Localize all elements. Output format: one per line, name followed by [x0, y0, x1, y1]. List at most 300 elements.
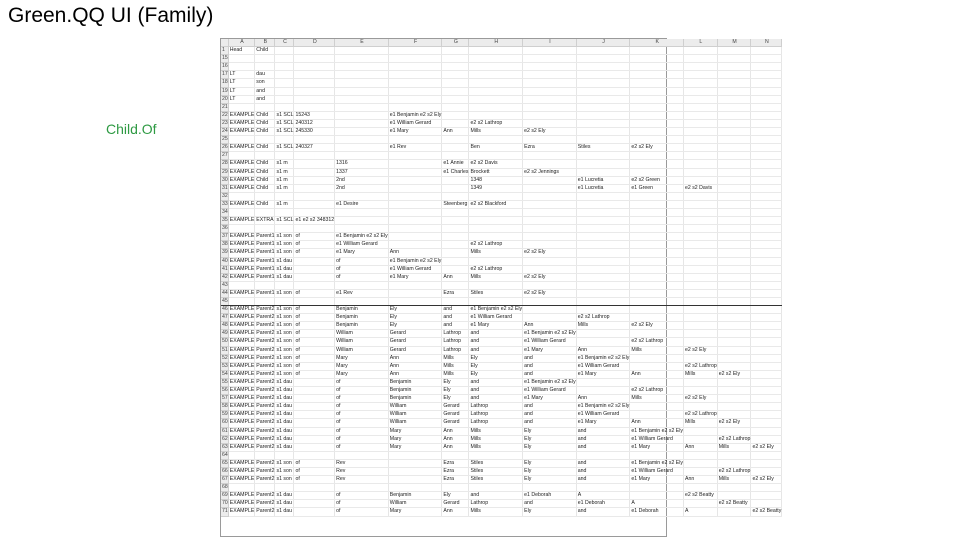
column-header-h[interactable]: H: [469, 39, 523, 47]
sheet-cell[interactable]: [442, 208, 469, 216]
sheet-cell[interactable]: Rev: [335, 476, 389, 484]
sheet-cell[interactable]: e1 Mary: [335, 249, 389, 257]
sheet-cell[interactable]: and: [469, 395, 523, 403]
sheet-cell[interactable]: [751, 419, 782, 427]
sheet-cell[interactable]: [576, 330, 630, 338]
row-number[interactable]: 64: [222, 451, 228, 458]
sheet-cell[interactable]: [751, 362, 782, 370]
sheet-cell[interactable]: e2 s2 Ely: [717, 370, 751, 378]
sheet-cell[interactable]: and: [255, 87, 275, 95]
row-number[interactable]: 16: [222, 63, 228, 70]
sheet-cell[interactable]: Ely: [523, 443, 577, 451]
sheet-cell[interactable]: Ely: [523, 508, 577, 516]
sheet-cell[interactable]: [630, 103, 684, 111]
sheet-cell[interactable]: Stiles: [469, 476, 523, 484]
sheet-cell[interactable]: [255, 225, 275, 233]
sheet-cell[interactable]: [717, 314, 751, 322]
sheet-cell[interactable]: e2 s2 Lathrop: [630, 338, 684, 346]
sheet-cell[interactable]: [717, 281, 751, 289]
sheet-cell[interactable]: [388, 160, 442, 168]
sheet-cell[interactable]: of: [294, 241, 335, 249]
sheet-cell[interactable]: [388, 233, 442, 241]
sheet-cell[interactable]: [255, 55, 275, 63]
sheet-cell[interactable]: [717, 257, 751, 265]
row-number[interactable]: 27: [222, 152, 228, 159]
sheet-cell[interactable]: Mills: [469, 508, 523, 516]
sheet-cell[interactable]: Lathrop: [442, 338, 469, 346]
sheet-cell[interactable]: [683, 306, 717, 314]
sheet-cell[interactable]: EXAMPLE: [229, 144, 255, 151]
sheet-cell[interactable]: [751, 338, 782, 346]
row-number[interactable]: 33: [222, 200, 228, 207]
sheet-cell[interactable]: Ann: [388, 370, 442, 378]
sheet-cell[interactable]: e2 s2 Ely: [751, 443, 782, 451]
sheet-cell[interactable]: e2 s2 Ely: [717, 419, 751, 427]
sheet-cell[interactable]: [523, 103, 577, 111]
sheet-cell[interactable]: of: [294, 289, 335, 297]
row-number[interactable]: 29: [222, 168, 228, 175]
sheet-cell[interactable]: [275, 87, 294, 95]
sheet-cell[interactable]: [523, 281, 577, 289]
sheet-cell[interactable]: [255, 484, 275, 492]
sheet-cell[interactable]: [576, 265, 630, 273]
sheet-cell[interactable]: s1 m: [275, 160, 294, 168]
sheet-cell[interactable]: [294, 176, 335, 184]
sheet-cell[interactable]: [469, 225, 523, 233]
sheet-cell[interactable]: [683, 289, 717, 297]
sheet-cell[interactable]: of: [335, 435, 389, 443]
sheet-cell[interactable]: and: [523, 370, 577, 378]
column-header-a[interactable]: A: [228, 39, 255, 47]
sheet-cell[interactable]: EXAMPLE: [229, 322, 255, 329]
sheet-cell[interactable]: s1 son: [275, 476, 294, 484]
sheet-cell[interactable]: s1 dau: [276, 500, 293, 507]
sheet-cell[interactable]: s1 son: [275, 459, 294, 467]
sheet-cell[interactable]: [294, 79, 335, 87]
sheet-cell[interactable]: Parent2: [256, 354, 275, 361]
sheet-cell[interactable]: Mills: [717, 476, 751, 484]
sheet-cell[interactable]: e1 Mary: [630, 476, 684, 484]
sheet-cell[interactable]: e1 William Gerard: [576, 411, 630, 419]
sheet-cell[interactable]: [751, 346, 782, 354]
sheet-cell[interactable]: [751, 451, 782, 459]
sheet-cell[interactable]: [442, 281, 469, 289]
sheet-cell[interactable]: of: [335, 443, 389, 451]
sheet-cell[interactable]: William: [335, 330, 389, 338]
sheet-cell[interactable]: [717, 492, 751, 500]
sheet-cell[interactable]: [523, 95, 577, 103]
sheet-cell[interactable]: Steenberg: [443, 200, 468, 207]
sheet-cell[interactable]: [228, 208, 255, 216]
sheet-cell[interactable]: e1 Benjamin e2 s2 Ely: [631, 459, 683, 466]
sheet-cell[interactable]: of: [335, 257, 389, 265]
sheet-cell[interactable]: [335, 217, 389, 225]
row-number[interactable]: 61: [222, 427, 228, 434]
sheet-cell[interactable]: of: [294, 362, 335, 370]
sheet-cell[interactable]: e1 William Gerard: [388, 119, 442, 127]
sheet-cell[interactable]: 240327: [294, 144, 335, 152]
sheet-cell[interactable]: e2 s2 Ely: [523, 128, 577, 136]
sheet-cell[interactable]: [683, 500, 717, 508]
sheet-cell[interactable]: s1 dau: [276, 257, 293, 264]
row-number[interactable]: 40: [222, 257, 228, 264]
sheet-cell[interactable]: e2 s2 Lathrop: [576, 314, 630, 322]
sheet-cell[interactable]: Mills: [630, 395, 684, 403]
sheet-cell[interactable]: Parent2: [256, 403, 275, 410]
row-number[interactable]: 69: [222, 492, 228, 499]
sheet-cell[interactable]: [751, 79, 782, 87]
sheet-cell[interactable]: EXAMPLE: [229, 492, 255, 499]
sheet-cell[interactable]: [294, 192, 335, 200]
sheet-cell[interactable]: [335, 484, 389, 492]
sheet-cell[interactable]: [717, 459, 751, 467]
sheet-cell[interactable]: [717, 111, 751, 119]
sheet-cell[interactable]: EXAMPLE: [229, 443, 255, 450]
sheet-cell[interactable]: [683, 79, 717, 87]
sheet-cell[interactable]: [469, 484, 523, 492]
sheet-cell[interactable]: [630, 249, 684, 257]
sheet-cell[interactable]: [294, 160, 335, 168]
sheet-cell[interactable]: [630, 233, 684, 241]
sheet-cell[interactable]: [469, 63, 523, 71]
sheet-cell[interactable]: Parent2: [256, 387, 275, 394]
sheet-cell[interactable]: [228, 451, 255, 459]
sheet-cell[interactable]: [630, 47, 684, 55]
sheet-cell[interactable]: [751, 354, 782, 362]
sheet-cell[interactable]: [469, 192, 523, 200]
sheet-cell[interactable]: [751, 63, 782, 71]
sheet-cell[interactable]: [335, 208, 389, 216]
sheet-cell[interactable]: Mary: [388, 427, 442, 435]
sheet-cell[interactable]: [442, 451, 469, 459]
sheet-cell[interactable]: [523, 79, 577, 87]
sheet-cell[interactable]: [294, 71, 335, 79]
sheet-cell[interactable]: and: [576, 443, 630, 451]
sheet-cell[interactable]: [388, 176, 442, 184]
sheet-cell[interactable]: [683, 298, 717, 306]
sheet-cell[interactable]: EXAMPLE: [229, 306, 255, 313]
sheet-cell[interactable]: EXAMPLE: [229, 459, 255, 466]
sheet-cell[interactable]: [255, 103, 275, 111]
sheet-cell[interactable]: of: [294, 459, 335, 467]
sheet-cell[interactable]: [388, 217, 442, 225]
row-number[interactable]: 46: [222, 306, 228, 313]
sheet-cell[interactable]: Ann: [683, 476, 717, 484]
sheet-cell[interactable]: EXAMPLE: [229, 378, 255, 385]
sheet-cell[interactable]: [275, 298, 294, 306]
sheet-cell[interactable]: [630, 330, 684, 338]
sheet-cell[interactable]: [683, 160, 717, 168]
sheet-cell[interactable]: [683, 427, 717, 435]
sheet-cell[interactable]: [388, 225, 442, 233]
sheet-cell[interactable]: e2 s2 Ely: [683, 395, 717, 403]
sheet-cell[interactable]: [717, 119, 751, 127]
sheet-cell[interactable]: Child: [255, 47, 275, 55]
sheet-cell[interactable]: e2 s2 Ely: [630, 322, 684, 330]
sheet-cell[interactable]: [717, 87, 751, 95]
sheet-cell[interactable]: LT: [228, 87, 255, 95]
sheet-cell[interactable]: [294, 411, 335, 419]
row-number[interactable]: 44: [222, 289, 228, 296]
sheet-cell[interactable]: Ann: [683, 443, 717, 451]
row-number[interactable]: 41: [222, 265, 228, 272]
sheet-cell[interactable]: [576, 298, 630, 306]
sheet-cell[interactable]: [683, 128, 717, 136]
sheet-cell[interactable]: [751, 322, 782, 330]
sheet-cell[interactable]: [751, 152, 782, 160]
sheet-cell[interactable]: [683, 378, 717, 386]
sheet-cell[interactable]: Benjamin: [388, 492, 442, 500]
sheet-cell[interactable]: [717, 63, 751, 71]
sheet-cell[interactable]: [576, 103, 630, 111]
sheet-cell[interactable]: A: [630, 500, 684, 508]
row-number[interactable]: 47: [222, 314, 228, 321]
row-number[interactable]: 55: [222, 378, 228, 385]
column-header-k[interactable]: K: [630, 39, 684, 47]
sheet-cell[interactable]: s1 SCL: [276, 111, 294, 118]
row-number[interactable]: 17: [222, 71, 228, 78]
sheet-cell[interactable]: Ely: [523, 435, 577, 443]
sheet-cell[interactable]: EXAMPLE: [229, 346, 255, 353]
sheet-cell[interactable]: [442, 71, 469, 79]
sheet-cell[interactable]: e2 s2 Davis: [469, 160, 523, 168]
sheet-cell[interactable]: [683, 265, 717, 273]
sheet-cell[interactable]: e1 Benjamin e2 s2 Ely: [524, 378, 576, 385]
sheet-cell[interactable]: [388, 95, 442, 103]
sheet-cell[interactable]: [294, 273, 335, 281]
sheet-cell[interactable]: [751, 241, 782, 249]
sheet-cell[interactable]: e1 William Gerard: [335, 241, 389, 249]
sheet-cell[interactable]: s1 dau: [276, 427, 293, 434]
sheet-cell[interactable]: [683, 192, 717, 200]
sheet-cell[interactable]: Ezra: [442, 467, 469, 475]
sheet-cell[interactable]: [630, 119, 684, 127]
sheet-cell[interactable]: [469, 152, 523, 160]
sheet-cell[interactable]: [717, 508, 751, 516]
sheet-cell[interactable]: Parent1: [256, 249, 275, 256]
sheet-cell[interactable]: e1 William Gerard: [523, 387, 577, 395]
sheet-cell[interactable]: [717, 200, 751, 208]
sheet-cell[interactable]: [469, 87, 523, 95]
sheet-cell[interactable]: Mills: [469, 443, 523, 451]
sheet-cell[interactable]: and: [523, 419, 577, 427]
sheet-cell[interactable]: [717, 395, 751, 403]
sheet-cell[interactable]: e1 Lucretia: [576, 184, 630, 192]
sheet-cell[interactable]: Mary: [335, 354, 389, 362]
sheet-cell[interactable]: [469, 103, 523, 111]
sheet-cell[interactable]: e1 Mary: [523, 346, 577, 354]
sheet-cell[interactable]: [751, 435, 782, 443]
sheet-cell[interactable]: [335, 192, 389, 200]
sheet-cell[interactable]: [294, 378, 335, 386]
sheet-cell[interactable]: Ely: [442, 378, 469, 386]
sheet-cell[interactable]: [717, 403, 751, 411]
sheet-cell[interactable]: Mary: [388, 443, 442, 451]
sheet-cell[interactable]: e1 William Gerard: [576, 362, 630, 370]
sheet-cell[interactable]: [751, 427, 782, 435]
column-header-b[interactable]: B: [255, 39, 275, 47]
sheet-cell[interactable]: [275, 136, 294, 144]
sheet-cell[interactable]: of: [335, 395, 389, 403]
sheet-cell[interactable]: EXAMPLE: [229, 403, 255, 410]
sheet-cell[interactable]: Parent1: [256, 233, 275, 240]
sheet-cell[interactable]: [630, 87, 684, 95]
sheet-cell[interactable]: [469, 257, 523, 265]
sheet-cell[interactable]: Ann: [442, 427, 469, 435]
sheet-cell[interactable]: [630, 306, 684, 314]
sheet-cell[interactable]: [717, 47, 751, 55]
sheet-cell[interactable]: Parent2: [256, 338, 275, 345]
sheet-cell[interactable]: Ann: [442, 435, 469, 443]
sheet-cell[interactable]: s1 m: [275, 168, 294, 176]
sheet-cell[interactable]: s1 son: [275, 330, 294, 338]
sheet-cell[interactable]: [683, 241, 717, 249]
sheet-cell[interactable]: Ann: [523, 322, 577, 330]
sheet-cell[interactable]: [576, 111, 630, 119]
row-number[interactable]: 30: [222, 176, 228, 183]
sheet-cell[interactable]: s1 SCL: [276, 144, 294, 151]
sheet-cell[interactable]: and: [576, 435, 630, 443]
sheet-cell[interactable]: [469, 55, 523, 63]
sheet-cell[interactable]: 2nd: [335, 184, 389, 192]
sheet-cell[interactable]: [683, 47, 717, 55]
sheet-cell[interactable]: e1 Benjamin e2 s2 Ely: [524, 330, 576, 337]
sheet-cell[interactable]: Ann: [388, 362, 442, 370]
sheet-cell[interactable]: Ann: [388, 249, 442, 257]
row-number[interactable]: 35: [222, 217, 228, 224]
sheet-cell[interactable]: [335, 119, 389, 127]
row-number[interactable]: 24: [222, 128, 228, 135]
sheet-cell[interactable]: [683, 354, 717, 362]
sheet-cell[interactable]: [717, 144, 751, 152]
sheet-cell[interactable]: William: [388, 403, 442, 411]
sheet-cell[interactable]: [469, 79, 523, 87]
sheet-cell[interactable]: Gerard: [442, 500, 469, 508]
sheet-cell[interactable]: Ezra: [442, 476, 469, 484]
sheet-cell[interactable]: [335, 281, 389, 289]
sheet-cell[interactable]: [576, 484, 630, 492]
sheet-cell[interactable]: [630, 265, 684, 273]
sheet-cell[interactable]: EXAMPLE: [229, 435, 255, 442]
sheet-cell[interactable]: [751, 281, 782, 289]
row-number[interactable]: 22: [222, 111, 228, 118]
sheet-cell[interactable]: e2 s2 Lathrop: [684, 411, 717, 418]
sheet-cell[interactable]: [294, 47, 335, 55]
sheet-cell[interactable]: [294, 500, 335, 508]
sheet-cell[interactable]: [576, 233, 630, 241]
sheet-cell[interactable]: 245330: [294, 128, 335, 136]
sheet-cell[interactable]: [683, 144, 717, 152]
sheet-cell[interactable]: Parent2: [256, 476, 275, 483]
sheet-cell[interactable]: [751, 208, 782, 216]
sheet-cell[interactable]: e1 Benjamin e2 s2 Ely: [577, 403, 630, 410]
sheet-cell[interactable]: [523, 217, 577, 225]
column-header-n[interactable]: N: [751, 39, 782, 47]
sheet-cell[interactable]: [683, 233, 717, 241]
sheet-cell[interactable]: [469, 233, 523, 241]
sheet-cell[interactable]: [388, 289, 442, 297]
sheet-cell[interactable]: [294, 95, 335, 103]
sheet-cell[interactable]: [294, 387, 335, 395]
sheet-cell[interactable]: e1 Deborah: [576, 500, 630, 508]
sheet-cell[interactable]: [683, 95, 717, 103]
sheet-cell[interactable]: of: [335, 273, 389, 281]
sheet-cell[interactable]: [335, 71, 389, 79]
sheet-cell[interactable]: [717, 265, 751, 273]
sheet-cell[interactable]: [255, 281, 275, 289]
sheet-cell[interactable]: [255, 451, 275, 459]
sheet-cell[interactable]: [751, 128, 782, 136]
sheet-cell[interactable]: [294, 168, 335, 176]
sheet-cell[interactable]: [751, 168, 782, 176]
row-number[interactable]: 43: [222, 281, 228, 288]
sheet-cell[interactable]: e2 s2 Beatty: [717, 500, 751, 508]
sheet-cell[interactable]: of: [294, 249, 335, 257]
sheet-cell[interactable]: Gerard: [388, 330, 442, 338]
sheet-cell[interactable]: [717, 192, 751, 200]
sheet-cell[interactable]: [683, 152, 717, 160]
sheet-cell[interactable]: [717, 128, 751, 136]
sheet-cell[interactable]: [523, 160, 577, 168]
sheet-cell[interactable]: Gerard: [442, 411, 469, 419]
sheet-cell[interactable]: [335, 152, 389, 160]
sheet-cell[interactable]: e2 s2 Lathrop: [469, 241, 523, 249]
sheet-cell[interactable]: [751, 233, 782, 241]
sheet-cell[interactable]: e2 s2 Davis: [683, 184, 717, 192]
sheet-cell[interactable]: EXAMPLE: [229, 500, 255, 507]
sheet-cell[interactable]: 1348: [469, 176, 523, 184]
sheet-cell[interactable]: Ely: [469, 370, 523, 378]
sheet-cell[interactable]: e1 Rev: [388, 144, 442, 152]
sheet-cell[interactable]: [683, 273, 717, 281]
sheet-cell[interactable]: [683, 459, 717, 467]
sheet-cell[interactable]: e1 William Gerard: [523, 338, 577, 346]
sheet-cell[interactable]: [228, 55, 255, 63]
sheet-cell[interactable]: [275, 208, 294, 216]
sheet-cell[interactable]: EXAMPLE: [229, 289, 255, 296]
sheet-cell[interactable]: e1 Desire: [335, 200, 389, 208]
sheet-cell[interactable]: [523, 63, 577, 71]
sheet-cell[interactable]: [751, 192, 782, 200]
sheet-cell[interactable]: s1 dau: [276, 378, 293, 385]
sheet-cell[interactable]: [717, 168, 751, 176]
sheet-cell[interactable]: [751, 71, 782, 79]
sheet-cell[interactable]: Mills: [683, 370, 717, 378]
sheet-cell[interactable]: [751, 459, 782, 467]
sheet-cell[interactable]: e1 William Gerard: [469, 314, 523, 322]
sheet-cell[interactable]: [275, 71, 294, 79]
sheet-cell[interactable]: s1 son: [275, 306, 294, 314]
sheet-cell[interactable]: [717, 289, 751, 297]
sheet-cell[interactable]: [294, 55, 335, 63]
sheet-cell[interactable]: [294, 435, 335, 443]
sheet-cell[interactable]: s1 m: [275, 200, 294, 208]
sheet-cell[interactable]: Mary: [335, 370, 389, 378]
sheet-cell[interactable]: s1 SCL: [276, 119, 294, 126]
sheet-cell[interactable]: s1 dau: [276, 395, 293, 402]
sheet-cell[interactable]: [228, 192, 255, 200]
sheet-cell[interactable]: [523, 136, 577, 144]
sheet-cell[interactable]: and: [576, 467, 630, 475]
sheet-cell[interactable]: s1 son: [275, 314, 294, 322]
row-number[interactable]: 23: [222, 119, 228, 126]
sheet-cell[interactable]: s1 dau: [276, 411, 293, 418]
sheet-cell[interactable]: 2nd: [335, 176, 389, 184]
sheet-cell[interactable]: [576, 273, 630, 281]
sheet-cell[interactable]: e2 s2 Ely: [523, 249, 577, 257]
sheet-cell[interactable]: [683, 249, 717, 257]
sheet-cell[interactable]: e2 s2 Beatty: [683, 492, 717, 500]
